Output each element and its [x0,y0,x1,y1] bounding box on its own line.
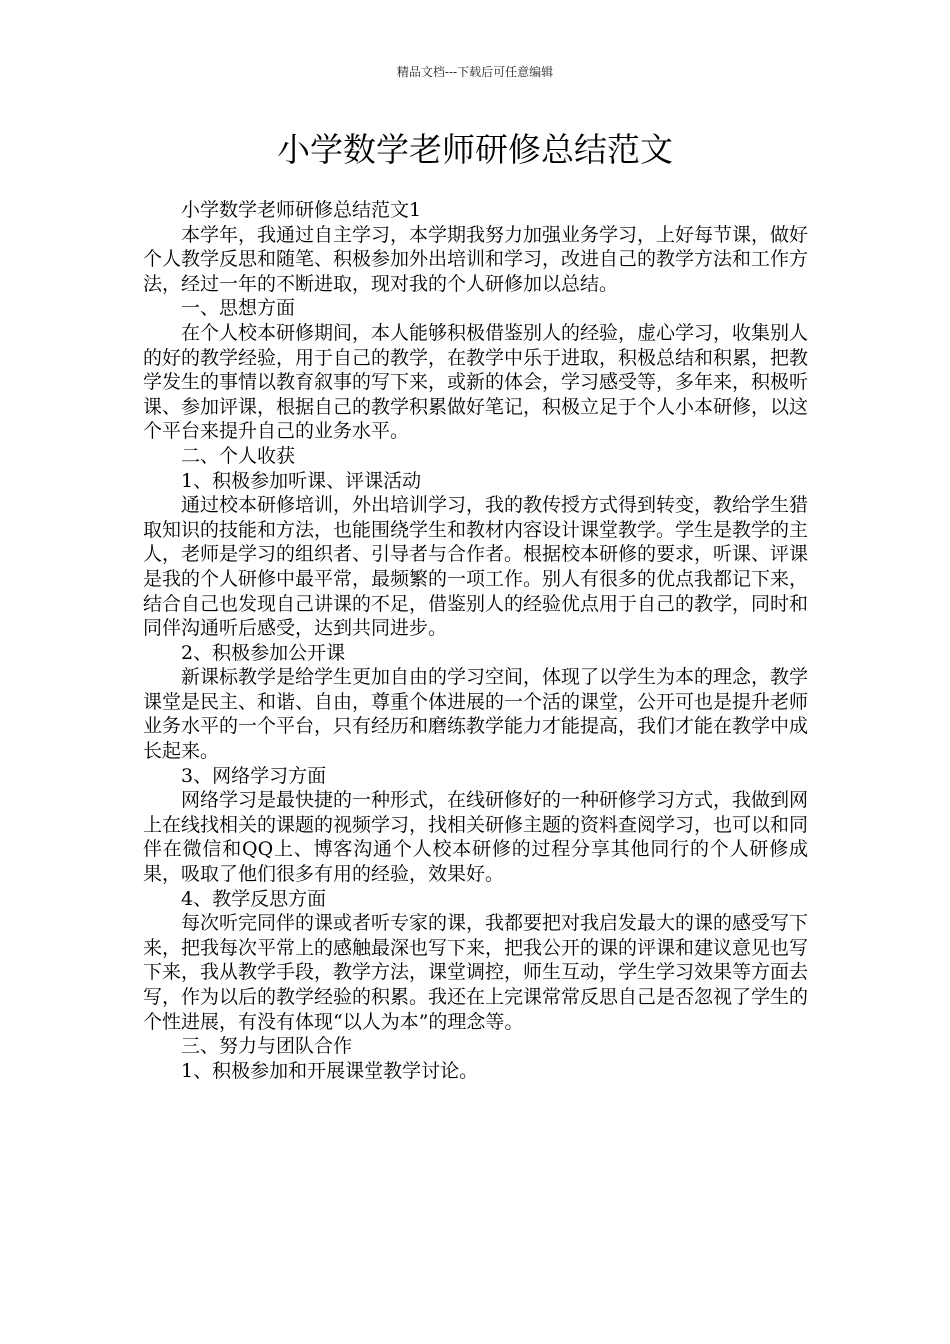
paragraph: 在个人校本研修期间，本人能够积极借鉴别人的经验，虚心学习，收集别人的好的教学经验，用于自己的教学，在教学中乐于进取，积极总结和积累，把教学发生的事情以教育叙事的写下来，或新的体会，学习感受等，多年来，积极听课、参加评课，根据自己的教学积累做好笔记，积极立足于个人小本研修，以这个平台来提升自己的业务水平。 [143,321,809,443]
paragraph: 本学年，我通过自主学习，本学期我努力加强业务学习，上好每节课，做好个人教学反思和随笔、积极参加外出培训和学习，改进自己的教学方法和工作方法，经过一年的不断进取，现对我的个人研修加以总结。 [143,223,809,295]
subsection-heading: 1、积极参加听课、评课活动 [181,469,422,492]
subsection-heading: 4、教学反思方面 [181,887,327,910]
section-heading: 二、个人收获 [181,444,296,467]
paragraph: 小学数学老师研修总结范文1 [181,199,422,221]
subsection-heading: 2、积极参加公开课 [181,641,346,664]
document-body [143,198,808,1083]
section-heading: 一、思想方面 [181,297,296,320]
section-heading: 三、努力与团队合作 [181,1035,353,1058]
page-title: 小学数学老师研修总结范文 [277,130,673,169]
paragraph: 通过校本研修培训，外出培训学习，我的教传授方式得到转变，教给学生猎取知识的技能和方法，也能围绕学生和教材内容设计课堂教学。学生是教学的主人，老师是学习的组织者、引导者与合作者。根据校本研修的要求，听课、评课是我的个人研修中最平常，最频繁的一项工作。别人有很多的优点我都记下来，结合自己也发现自己讲课的不足，借鉴别人的经验优点用于自己的教学，同时和同伴沟通听后感受，达到共同进步。 [143,494,809,640]
subsection-heading: 1、积极参加和开展课堂教学讨论。 [181,1059,479,1082]
subsection-heading: 3、网络学习方面 [181,764,327,787]
paragraph: 网络学习是最快捷的一种形式，在线研修好的一种研修学习方式，我做到网上在线找相关的课题的视频学习，找相关研修主题的资料查阅学习，也可以和同伴在微信和QQ上、博客沟通个人校本研修的过程分享其他同行的个人研修成果，吸取了他们很多有用的经验，效果好。 [143,789,809,886]
header-note: 精品文档---下载后可任意编辑 [396,65,554,79]
paragraph: 每次听完同伴的课或者听专家的课，我都要把对我启发最大的课的感受写下来，把我每次平常上的感触最深也写下来，把我公开的课的评课和建议意见也写下来，我从教学手段，教学方法，课堂调控，师生互动，学生学习效果等方面去写，作为以后的教学经验的积累。我还在上完课常常反思自己是否忽视了学生的个性进展，有没有体现“以人为本”的理念等。 [143,912,809,1033]
paragraph: 新课标教学是给学生更加自由的学习空间，体现了以学生为本的理念，教学课堂是民主、和谐、自由，尊重个体进展的一个活的课堂，公开可也是提升老师业务水平的一个平台，只有经历和磨练教学能力才能提高，我们才能在教学中成长起来。 [143,666,809,763]
